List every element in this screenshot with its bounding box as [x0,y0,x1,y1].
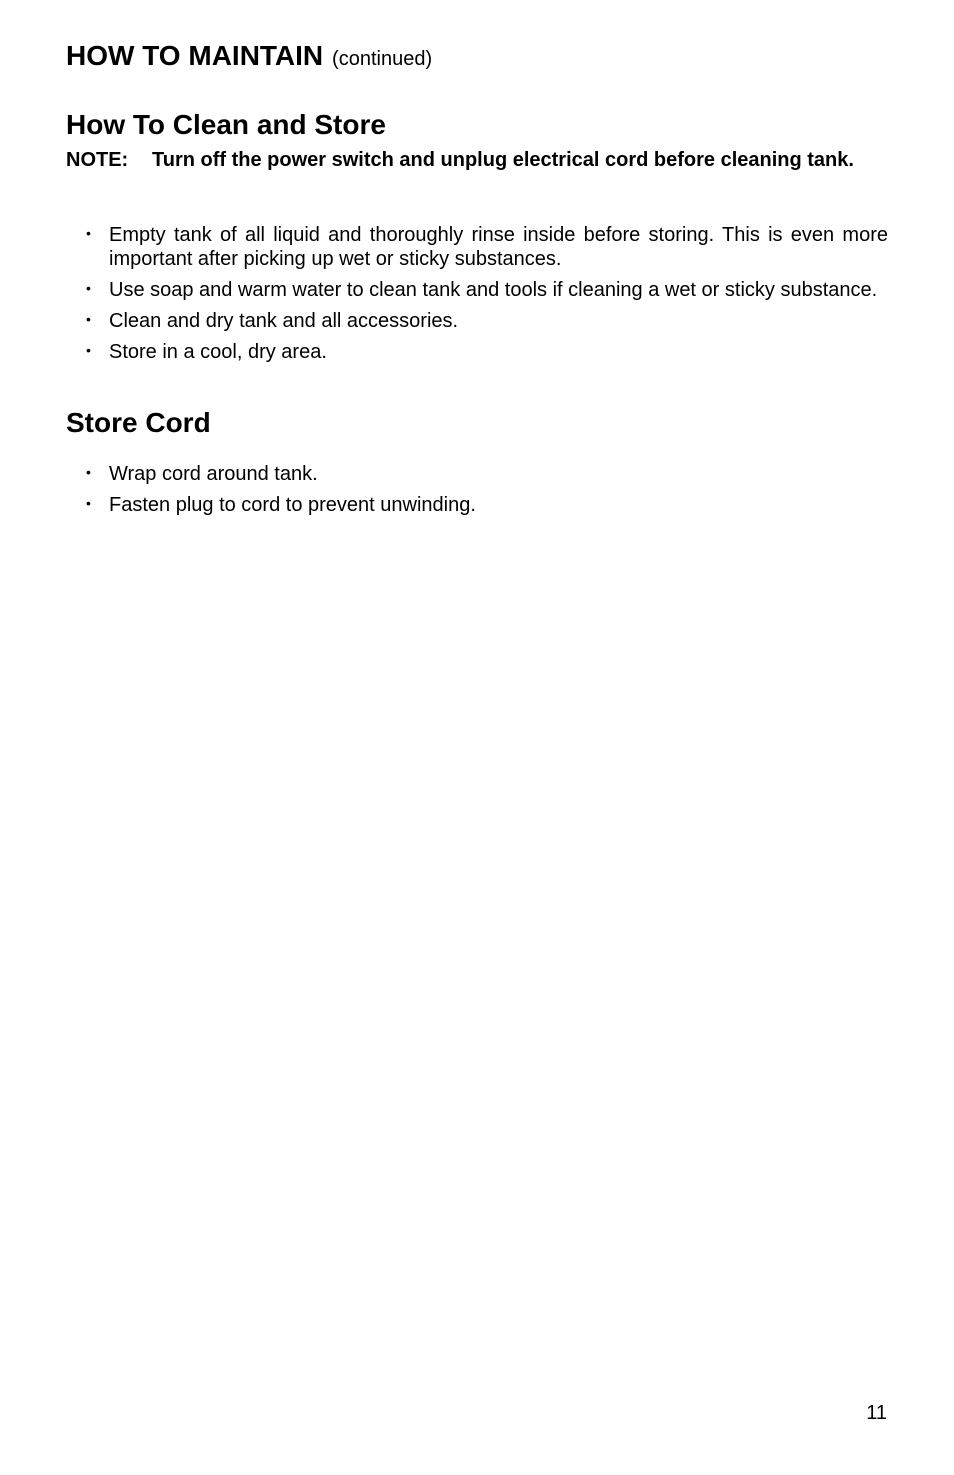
list-item-text: Empty tank of all liquid and thoroughly rinse inside before storing. This is even more important after picking up wet or sticky substances. [109,224,888,270]
list-item-text: Store in a cool, dry area. [109,341,327,363]
bullet-icon: • [86,464,91,480]
page-number: 11 [866,1402,887,1424]
page-title [66,34,432,79]
section-title-clean-store: How To Clean and Store [66,109,386,140]
note-text: Turn off the power switch and unplug electrical cord before cleaning tank. [152,149,854,171]
list-item-text: Clean and dry tank and all accessories. [109,310,459,332]
bullet-icon: • [86,495,91,511]
page-title-main: HOW TO MAINTAIN [66,40,324,71]
store-cord-list [66,462,888,524]
list-item [66,462,888,486]
note-label: NOTE: [66,149,129,171]
bullet-icon: • [86,342,91,358]
section-title-store-cord: Store Cord [66,407,211,438]
list-item-text: Fasten plug to cord to prevent unwinding. [109,494,476,516]
bullet-icon: • [86,225,91,241]
list-item [66,493,888,517]
page-title-continued: (continued) [332,48,433,70]
list-item-text: Wrap cord around tank. [109,463,318,485]
list-item [66,223,888,271]
note-block [66,148,888,173]
clean-store-list [66,223,888,371]
bullet-icon: • [86,311,91,327]
list-item [66,309,888,333]
list-item [66,340,888,364]
list-item-text: Use soap and warm water to clean tank and tools if cleaning a wet or sticky substance. [109,279,878,301]
list-item [66,278,888,302]
bullet-icon: • [86,280,91,296]
